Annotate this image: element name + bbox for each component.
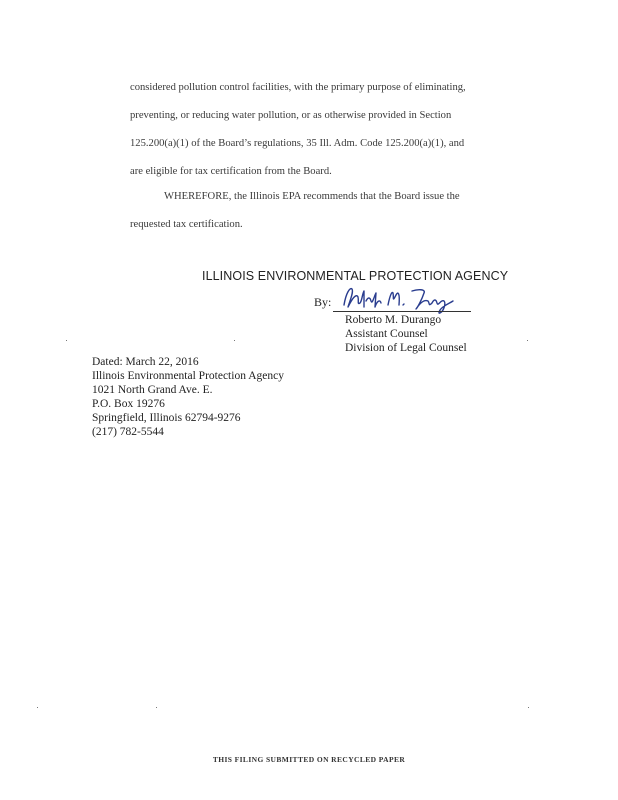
- signature-line: [333, 311, 471, 312]
- by-label: By:: [314, 295, 332, 309]
- signer-title: Assistant Counsel: [345, 328, 428, 340]
- body-paragraph-1: [130, 74, 530, 186]
- para1-line-1: considered pollution control facilities, with the primary purpose of eliminating,: [130, 82, 466, 93]
- scan-speck: [156, 707, 157, 708]
- footer-notice: THIS FILING SUBMITTED ON RECYCLED PAPER: [212, 755, 406, 764]
- scan-speck: [527, 340, 528, 341]
- signer-name: Roberto M. Durango: [345, 314, 442, 326]
- body-paragraph-2: [130, 183, 530, 239]
- para2-line-2: requested tax certification.: [130, 219, 243, 230]
- signer-block: [345, 313, 467, 355]
- scan-speck: [37, 707, 38, 708]
- dated-line: Dated: March 22, 2016: [92, 356, 199, 368]
- signer-division: Division of Legal Counsel: [345, 342, 467, 354]
- street-line: 1021 North Grand Ave. E.: [92, 384, 213, 396]
- address-block: [92, 355, 284, 439]
- scan-speck: [528, 707, 529, 708]
- para2-line-1: WHEREFORE, the Illinois EPA recommends that the Board issue the: [164, 191, 460, 202]
- org-line: Illinois Environmental Protection Agency: [92, 370, 284, 382]
- agency-heading: ILLINOIS ENVIRONMENTAL PROTECTION AGENCY: [202, 269, 509, 283]
- scan-speck: [234, 340, 235, 341]
- para1-line-3: 125.200(a)(1) of the Board’s regulations, 35 Ill. Adm. Code 125.200(a)(1), and: [130, 138, 465, 149]
- para1-line-2: preventing, or reducing water pollution, or as otherwise provided in Section: [130, 110, 452, 121]
- para1-line-4: are eligible for tax certification from the Board.: [130, 166, 332, 177]
- city-line: Springfield, Illinois 62794-9276: [92, 412, 241, 424]
- po-box-line: P.O. Box 19276: [92, 398, 165, 410]
- phone-line: (217) 782-5544: [92, 426, 164, 438]
- scan-speck: [66, 340, 67, 341]
